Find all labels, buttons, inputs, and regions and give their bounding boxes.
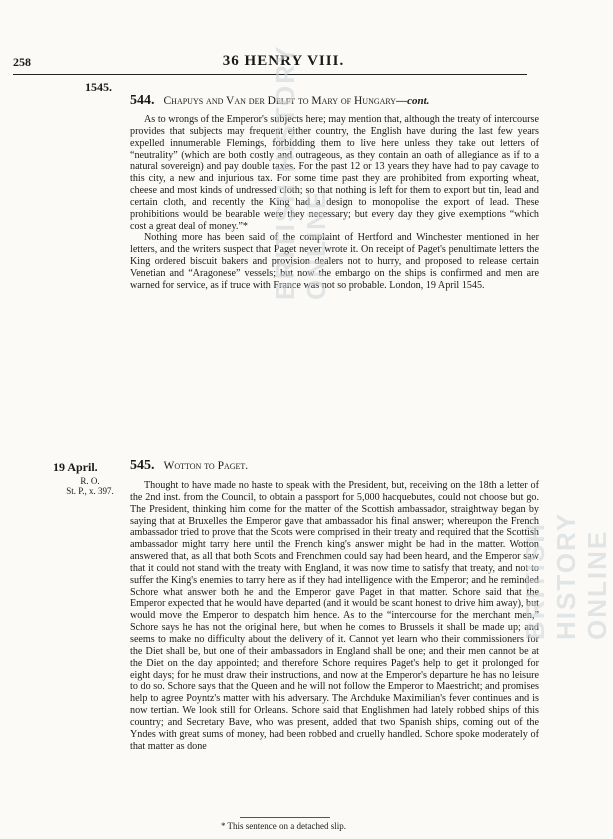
page-number: 258 [13,55,31,69]
margin-year: 1545. [85,80,112,94]
source-ref-line: St. P., x. 397. [66,486,114,496]
source-ref-line: R. O. [80,476,100,486]
paragraph: Thought to have made no haste to speak with the President, but, receiving on the 18th a letter of the 2nd inst. from the Council, to obtain a passport for 5,000 hacquebutes, could not choose but go. The President, thinking him come for the matter of the Scottish ambassador, straightway began by saying that at Bruxelles the Emperor gave that ambassador his final answer; whereupon the French ambassador tried to prove that the Scots were comprised in their treaty and required that the Scottish ambassador might tarry here until the French king's answer might be had in the matter. Wotton answered that, as all that both Scots and Frenchmen could say had been heard, and the Emperor saw that it could not stand with the treaty with England, it was now time to satisfy that treaty, and not to suffer the King's enemies to tarry here as if they had intelligence with the Emperor; and he reminded Schore what answer both he and the Emperor gave Paget in that matter. Schore said that the Emperor expected that he would have departed (and it would be scant honest to drive him away), but would move the Emperor to despatch him hence. As to the “intercourse for the merchant men,” Schore says he has not the original here, but when he comes to Brussels it shall be made up; and seems to make no difficulty about the delivery of it. Cannot yet learn who their commissioners for the Diet shall be, but one of their ambassadors in England shall be one; and their men cannot be at the Diet on the day appointed; and therefore Schore requires Paget's help to get it prolonged for eight days; for he must draw their instructions, and now at the Emperor's departure he has no leisure to do so. Schore says that the Queen and he will not follow the Emperor to Maestricht; and promises help to agree Poyntz's matter with his adversary. The Archduke Maximilian's fever continues and is now tertian. We look still for Orleans. Schore said that Englishmen had lately robbed ships of this country; and Secretary Bave, who was present, added that two Spanish ships, coming out of the Yndes with great sums of money, had been robbed and cruelly handled. Schore spoke moderately of that matter as done [130,480,539,752]
margin-source-reference [62,476,118,496]
entry-545-body [130,480,539,752]
watermark: BRITISH HISTORY ONLINE [520,512,612,640]
entry-545-heading [130,458,248,474]
margin-date: 19 April. [53,460,98,474]
entry-number: 544. [130,93,155,108]
entry-544-body [130,114,539,292]
running-head: 36 HENRY VIII. [222,53,345,69]
entry-title: Wotton to Paget. [163,460,249,472]
entry-title: Chapuys and Van der Delft to Mary of Hungary [163,95,397,107]
watermark: BRITISH HISTORY ONLINE [270,45,331,300]
footnote-rule [240,817,330,818]
paragraph: As to wrongs of the Emperor's subjects here; may mention that, although the treaty of intercourse provides that subjects may frequent either country, the English have during the last few years expelled innumerable Flemings, forbidding them to live here unless they take out letters of “neutrality” (which are both costly and outrageous, as they contain an oath of allegiance as if to a natural sovereign) and pay double taxes. For the past 12 or 13 years they have had to pay cavage to this city, a new and injurious tax. For some time past they are prohibited from exporting wheat, cheese and most kinds of undressed cloth; so that nothing is left for them to export but tin, lead and certain cloth, and recently the King had a design to monopolise the export of lead. These prohibitions would be bearable were they necessary; but every day they give exemptions “which cost a great deal of money.”* [130,114,539,232]
entry-continued: —cont. [396,95,430,107]
entry-number: 545. [130,458,155,473]
paragraph: Nothing more has been said of the complaint of Hertford and Winchester mentioned in her letters, and the writers suspect that Paget never wrote it. On receipt of Paget's penultimate letters the King ordered biscuit bakers and provision dealers not to hurry, and proposed to release certain Venetian and “Aragonese” vessels; but now the embargo on the ships is confirmed and men are warned for service, as if truce with France was not so probable. London, 19 April 1545. [130,232,539,291]
footnote: * This sentence on a detached slip. [220,821,347,831]
